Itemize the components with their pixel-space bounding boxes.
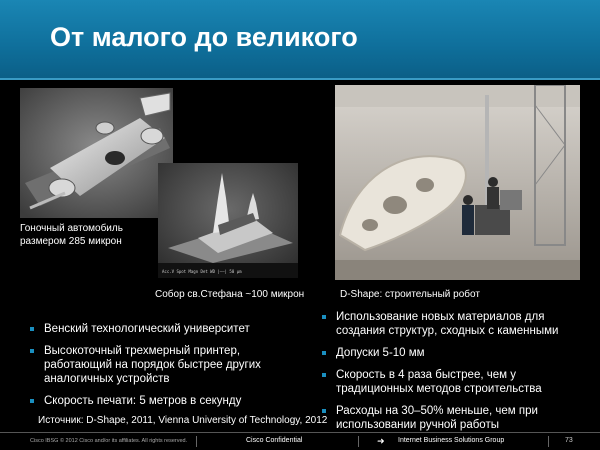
- slide-footer: [0, 433, 600, 450]
- ibsg-label: Internet Business Solutions Group: [398, 437, 505, 444]
- robot-image: [335, 85, 580, 280]
- list-item: Высокоточный трехмерный принтер, работающий на порядок быстрее других аналогичных устройств: [30, 344, 285, 386]
- cathedral-caption: Собор св.Стефана ~100 микрон: [155, 289, 305, 300]
- race-car-image: [20, 88, 173, 218]
- right-bullet-list: [322, 310, 587, 440]
- cathedral-image: [158, 163, 298, 278]
- race-car-photo: [20, 88, 173, 218]
- footer-separator: [196, 436, 197, 447]
- left-bullet-list: [30, 322, 285, 416]
- cathedral-photo: [158, 163, 298, 278]
- page-number: 73: [565, 437, 573, 444]
- race-car-caption: Гоночный автомобиль размером 285 микрон: [20, 223, 123, 247]
- list-item: Скорость в 4 раза быстрее, чем у традиционных методов строительства: [322, 368, 587, 396]
- sem-info-label: Acc.V Spot Magn Det WD |——| 50 μm: [162, 269, 242, 274]
- list-item: Допуски 5-10 мм: [322, 346, 587, 360]
- footer-separator: [548, 436, 549, 447]
- robot-photo: [335, 85, 580, 280]
- robot-caption: D-Shape: строительный робот: [340, 289, 480, 300]
- footer-separator: [358, 436, 359, 447]
- list-item: Использование новых материалов для создания структур, сходных с каменными: [322, 310, 587, 338]
- source-note: Источник: D-Shape, 2011, Vienna University of Technology, 2012: [38, 415, 328, 426]
- slide-header: [0, 0, 600, 78]
- list-item: Скорость печати: 5 метров в секунду: [30, 394, 285, 408]
- slide-title: От малого до великого: [50, 22, 358, 52]
- list-item: Расходы на 30–50% меньше, чем при использовании ручной работы: [322, 404, 587, 432]
- copyright-text: Cisco IBSG © 2012 Cisco and/or its affiliates. All rights reserved.: [30, 438, 188, 444]
- confidential-label: Cisco Confidential: [246, 437, 303, 444]
- header-divider: [0, 78, 600, 80]
- arrow-right-icon: ➜: [377, 436, 385, 446]
- list-item: Венский технологический университет: [30, 322, 285, 336]
